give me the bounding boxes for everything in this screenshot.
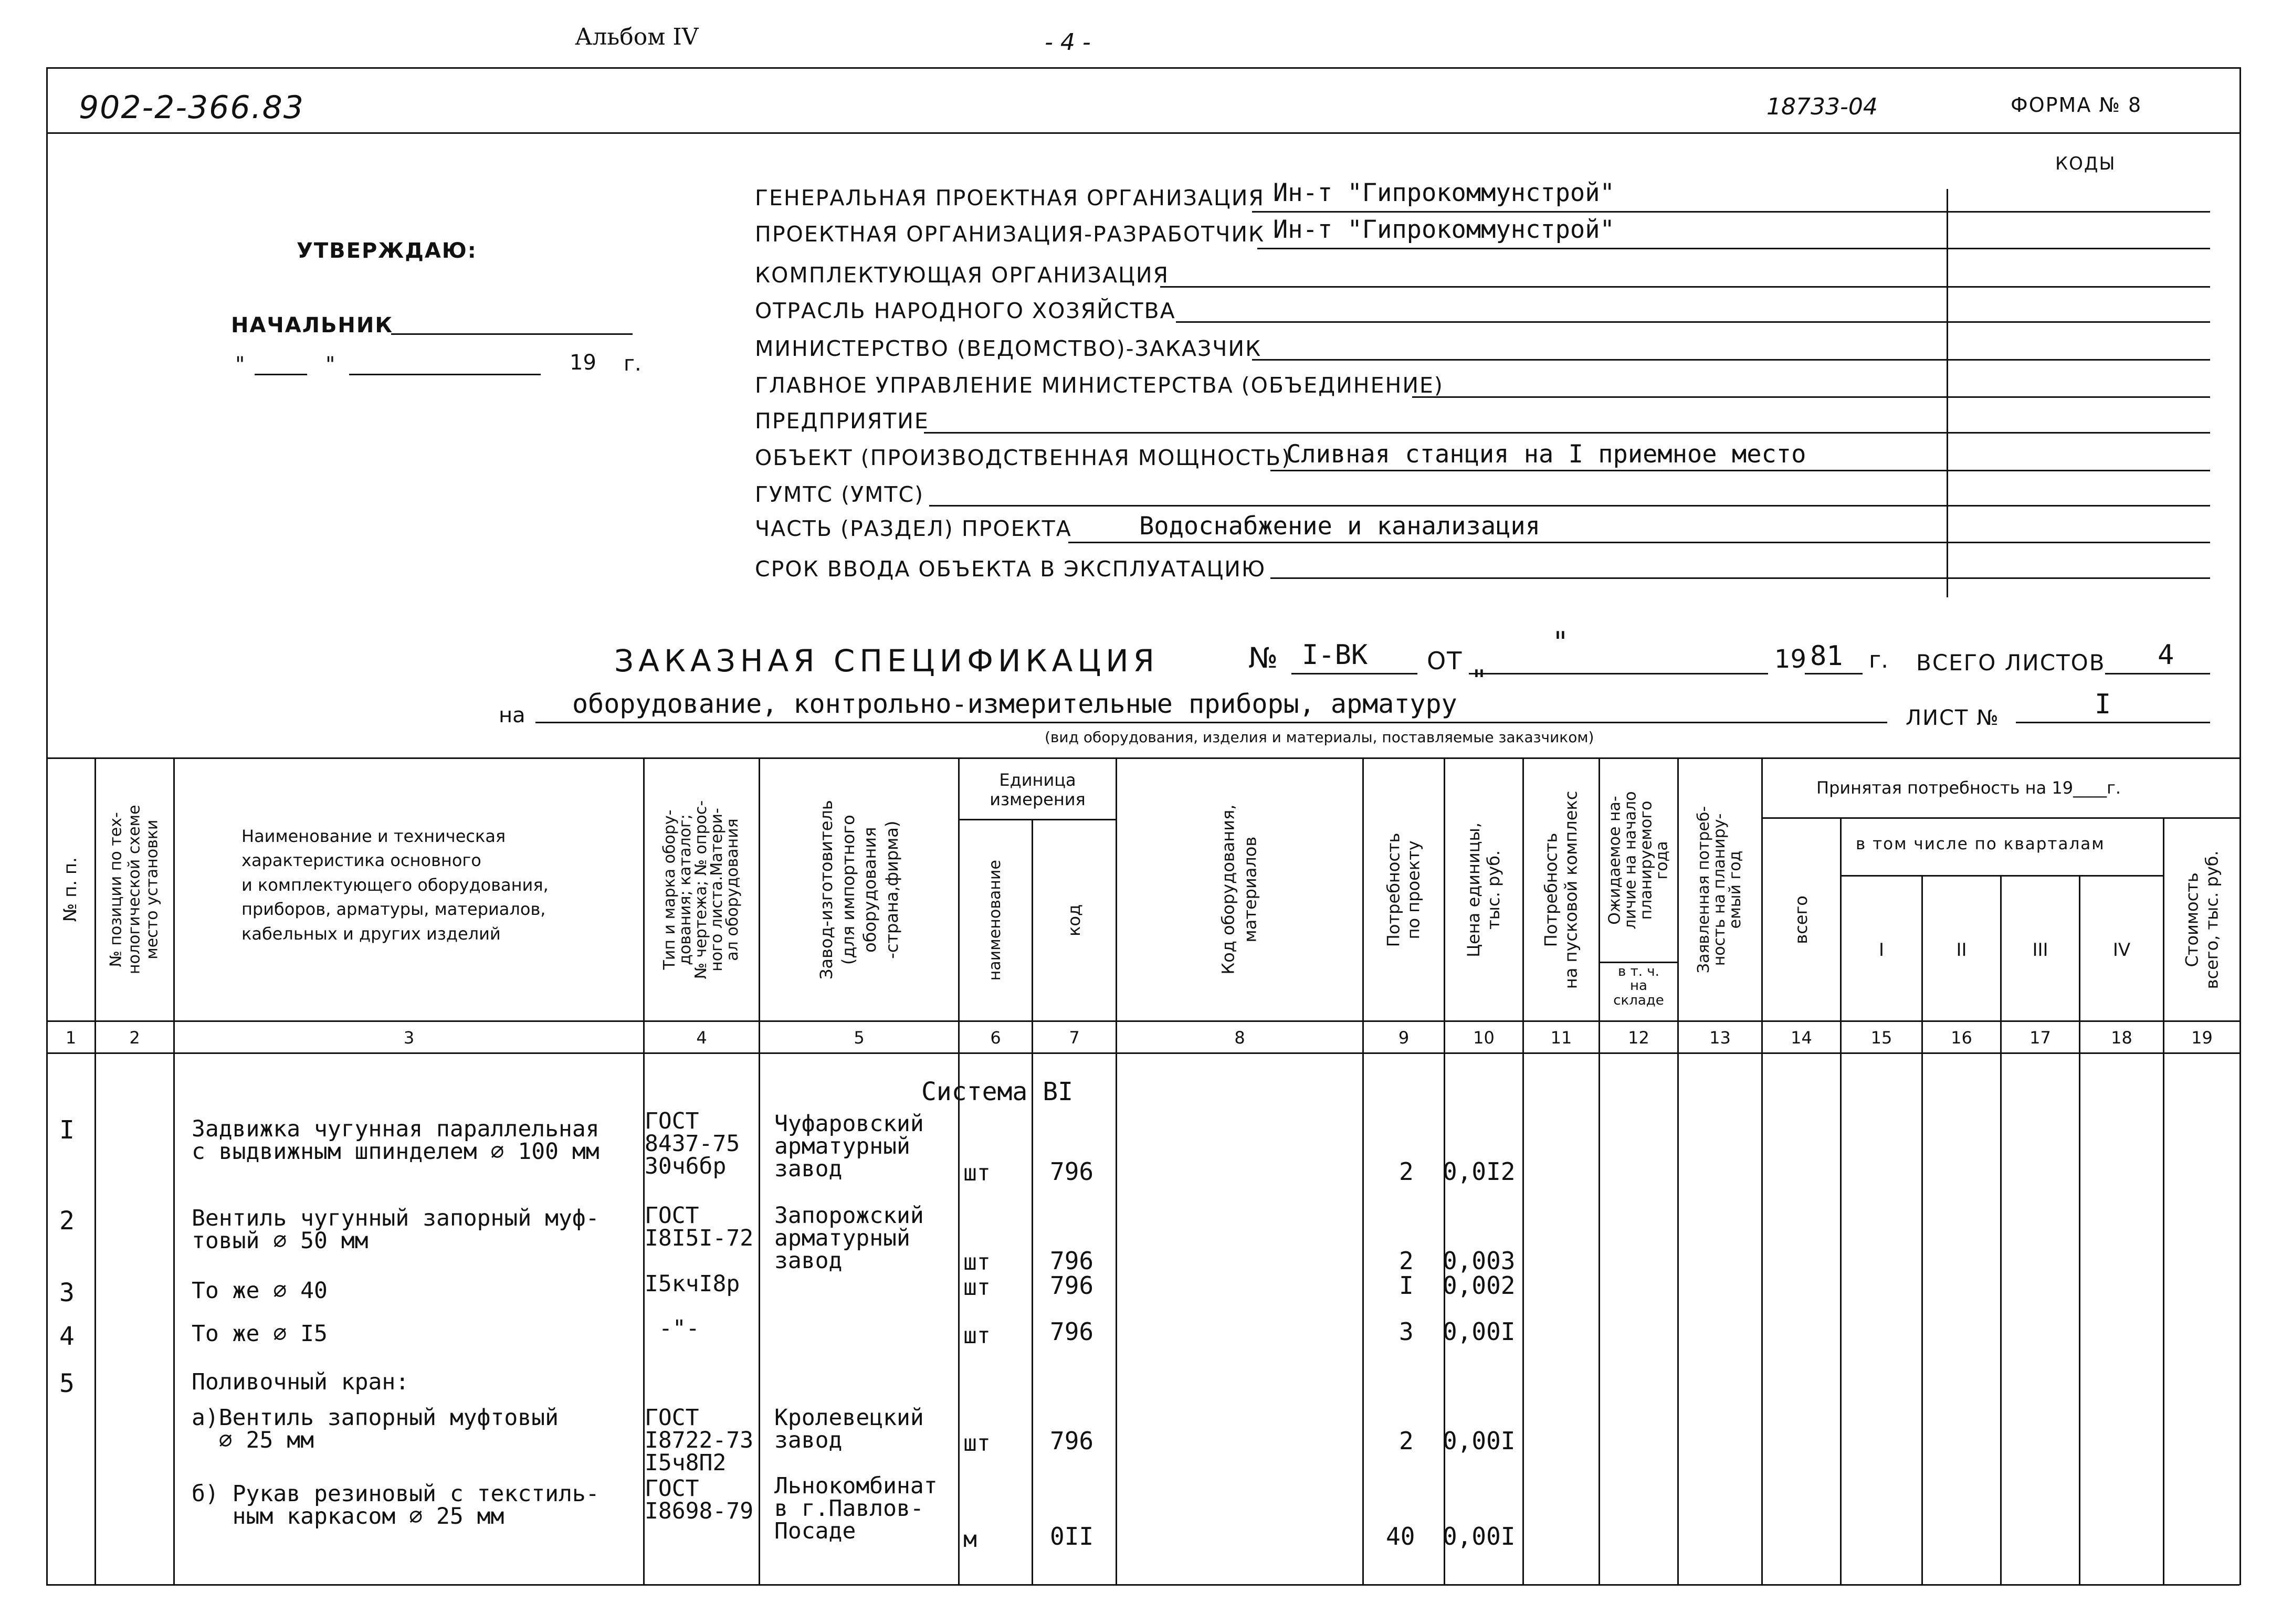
header-col-8: Код оборудования, материалов [1218, 804, 1260, 975]
header-col-3: Наименование и техническая характеристика основного и комплектующего оборудования, приборов, арматуры, материалов, кабельных и других изделий [241, 826, 549, 944]
header-col-6: наименование [986, 860, 1005, 981]
spec-sheet-value: I [2095, 689, 2111, 720]
frame-header-line [46, 132, 2239, 134]
date-quote-open: " [235, 353, 245, 377]
field-label: ГЕНЕРАЛЬНАЯ ПРОЕКТНАЯ ОРГАНИЗАЦИЯ [755, 185, 1265, 210]
header-q1: I [1878, 940, 1885, 961]
frame-right [2239, 67, 2241, 1585]
spec-number-value: I-ВК [1302, 639, 1368, 671]
field-label: ОБЪЕКТ (ПРОИЗВОДСТВЕННАЯ МОЩНОСТЬ) [755, 445, 1291, 470]
header-col-4: Тип и марка обору- дования; каталог; № чертежа; № опрос- ного листа.Матери- ал оборудования [660, 800, 742, 979]
spec-subnote: (вид оборудования, изделия и материалы, поставляемые заказчиком) [1045, 729, 1594, 746]
table-bottom [46, 1584, 2239, 1586]
header-col-19: Стоимость всего, тыс. руб. [2182, 850, 2222, 989]
header-col-12: Ожидаемое на- личие на начало планируемого года [1605, 791, 1671, 930]
header-col-2: № позиции по тех- нологической схеме место установки [107, 805, 162, 975]
spec-total-sheets-value: 4 [2158, 639, 2174, 671]
spec-date-quote-1: " [1554, 626, 1567, 659]
header-col-9: Потребность по проекту [1383, 832, 1424, 947]
field-label: СРОК ВВОДА ОБЪЕКТА В ЭКСПЛУАТАЦИЮ [755, 556, 1266, 582]
spec-date-quote-2: " [1473, 664, 1486, 697]
date-day-line [255, 374, 307, 375]
header-q4: IV [2112, 940, 2131, 961]
form-number: ФОРМА № 8 [2011, 93, 2142, 117]
field-label: ПРЕДПРИЯТИЕ [755, 408, 929, 434]
field-value: Сливная станция на I приемное место [1286, 440, 1806, 469]
date-year-prefix: 19 [570, 351, 596, 375]
spec-total-sheets-label: ВСЕГО ЛИСТОВ [1916, 650, 2106, 676]
field-value: Ин-т "Гипрокоммунстрой" [1273, 178, 1615, 207]
spec-title: ЗАКАЗНАЯ СПЕЦИФИКАЦИЯ [614, 643, 1159, 679]
spec-on-value: оборудование, контрольно-измерительные приборы, арматуру [572, 689, 1457, 719]
spec-number-label: № [1248, 641, 1278, 674]
spec-on-label: на [499, 703, 525, 727]
header-col-14: всего [1791, 895, 1812, 944]
header-col-7: код [1064, 904, 1085, 937]
album-label: Альбом IV [575, 24, 699, 50]
spec-sheet-label: ЛИСТ № [1906, 706, 2000, 730]
date-month-line [349, 374, 541, 375]
field-label: ГУМТС (УМТС) [755, 482, 924, 507]
inventory-number: 18733-04 [1766, 93, 1878, 120]
table-colnum-bottom [46, 1052, 2239, 1054]
frame-top [46, 67, 2239, 69]
field-label: МИНИСТЕРСТВО (ВЕДОМСТВО)-ЗАКАЗЧИК [755, 336, 1262, 361]
date-year-suffix: г. [624, 352, 642, 376]
field-label: КОМПЛЕКТУЮЩАЯ ОРГАНИЗАЦИЯ [755, 262, 1170, 288]
codes-column-divider [1947, 189, 1948, 597]
field-label: ЧАСТЬ (РАЗДЕЛ) ПРОЕКТА [755, 516, 1072, 541]
section-label: Система ВI [921, 1077, 1073, 1106]
header-col-5: Завод-изготовитель (для импортного оборудования -страна,фирма) [816, 800, 902, 979]
chief-signature-line [391, 333, 633, 335]
spec-year-prefix: 19 [1774, 645, 1807, 674]
approve-heading: УТВЕРЖДАЮ: [297, 239, 477, 263]
field-label: ГЛАВНОЕ УПРАВЛЕНИЕ МИНИСТЕРСТВА (ОБЪЕДИНЕНИЕ) [755, 373, 1444, 398]
table-header-bottom [46, 1020, 2239, 1022]
header-quarters: в том числе по кварталам [1856, 835, 2105, 853]
header-q2: II [1956, 940, 1967, 961]
chief-label: НАЧАЛЬНИК [231, 313, 394, 338]
document-code: 902-2-366.83 [79, 89, 304, 126]
header-col-1: № п. п. [60, 857, 81, 922]
date-quote-close: " [325, 353, 335, 377]
spec-year-suffix: г. [1869, 647, 1889, 673]
spec-year-value: 81 [1810, 640, 1843, 672]
field-label: ПРОЕКТНАЯ ОРГАНИЗАЦИЯ-РАЗРАБОТЧИК [755, 222, 1265, 247]
field-value: Водоснабжение и канализация [1139, 512, 1541, 541]
header-col-13: Заявленная потреб- ность на планиру- емый год [1695, 806, 1745, 974]
header-accepted: Принятая потребность на 19____г. [1816, 778, 2121, 798]
field-value: Ин-т "Гипрокоммунстрой" [1273, 215, 1615, 244]
header-col-11: Потребность на пусковой комплекс [1541, 790, 1581, 989]
codes-label: КОДЫ [2055, 153, 2116, 174]
header-col-10: Цена единицы, тыс. руб. [1464, 822, 1504, 957]
header-q3: III [2032, 940, 2048, 961]
field-label: ОТРАСЛЬ НАРОДНОГО ХОЗЯЙСТВА [755, 298, 1176, 323]
spec-from-label: ОТ [1427, 647, 1463, 675]
page-number: - 4 - [1045, 29, 1091, 56]
header-col-12-stock: в т. ч. на складе [1613, 964, 1664, 1008]
header-unit: Единица измерения [990, 770, 1086, 809]
